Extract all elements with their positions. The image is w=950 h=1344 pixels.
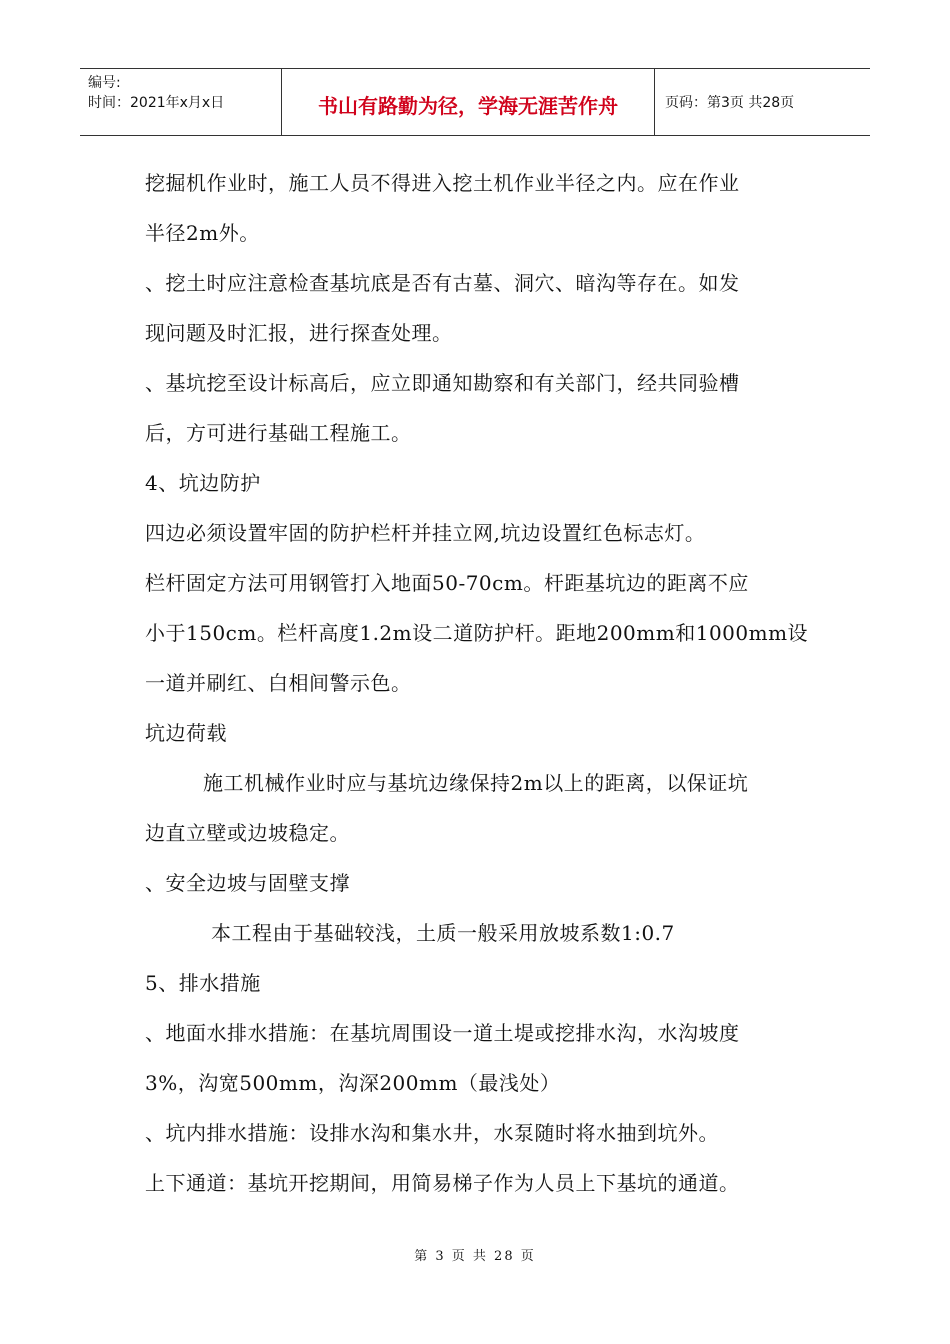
header-motto: 书山有路勤为径，学海无涯苦作舟 [282,69,655,135]
document-body [145,158,813,1208]
section-heading: 5、排水措施 [145,971,261,995]
body-line: 本工程由于基础较浅，土质一般采用放坡系数1:0.7 [211,921,675,945]
body-line: 栏杆固定方法可用钢管打入地面50-70cm。杆距基坑边的距离不应 [145,571,749,595]
header-page-code: 页码：第3页 共28页 [665,95,795,111]
body-line: 、坑内排水措施：设排水沟和集水井，水泵随时将水抽到坑外。 [145,1121,719,1145]
body-line: 边直立壁或边坡稳定。 [145,821,350,845]
section-heading: 坑边荷载 [145,721,227,745]
body-line: 上下通道：基坑开挖期间，用简易梯子作为人员上下基坑的通道。 [145,1171,740,1195]
body-line: 半径2m外。 [145,221,260,245]
body-line: 、地面水排水措施：在基坑周围设一道土堤或挖排水沟，水沟坡度 [145,1021,740,1045]
body-line: 四边必须设置牢固的防护栏杆并挂立网,坑边设置红色标志灯。 [145,521,706,545]
body-line: 、基坑挖至设计标高后，应立即通知勘察和有关部门，经共同验槽 [145,371,740,395]
body-line: 现问题及时汇报，进行探查处理。 [145,321,453,345]
body-line: 3%，沟宽500mm，沟深200mm（最浅处） [145,1071,561,1095]
section-heading: 、安全边坡与固壁支撑 [145,871,350,895]
header-meta [80,69,282,135]
document-time: 时间：2021年x月x日 [88,95,225,111]
body-line: 、挖土时应注意检查基坑底是否有古墓、洞穴、暗沟等存在。如发 [145,271,740,295]
section-heading: 4、坑边防护 [145,471,261,495]
body-line: 一道并刷红、白相间警示色。 [145,671,412,695]
body-line: 后，方可进行基础工程施工。 [145,421,412,445]
body-line: 施工机械作业时应与基坑边缘保持2m以上的距离，以保证坑 [203,771,749,795]
body-line: 挖掘机作业时，施工人员不得进入挖土机作业半径之内。应在作业 [145,171,740,195]
body-line: 小于150cm。栏杆高度1.2m设二道防护杆。距地200mm和1000mm设 [145,621,809,645]
page-footer: 第 3 页 共 28 页 [414,1249,536,1264]
document-number-label: 编号: [88,75,121,91]
page-header [80,68,870,136]
